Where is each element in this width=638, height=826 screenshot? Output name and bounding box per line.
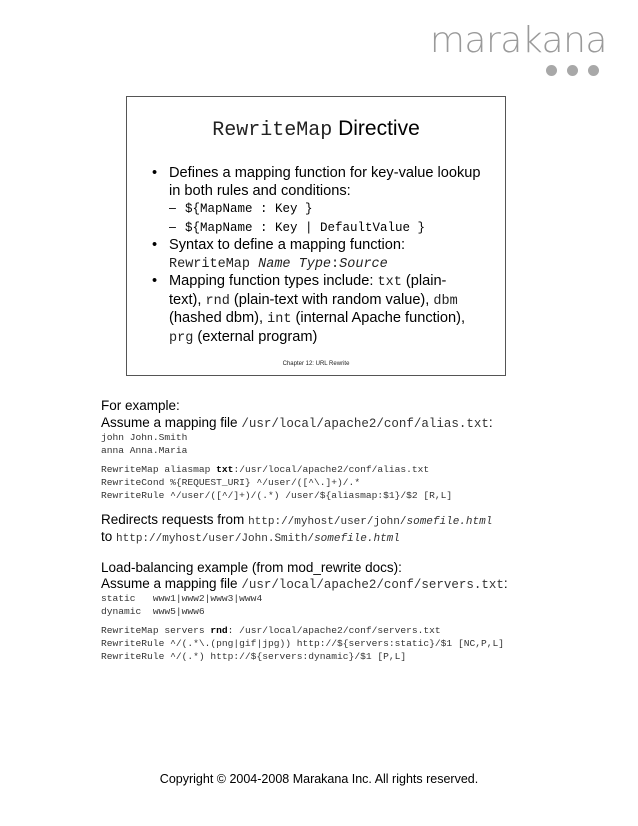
code-line: john John.Smith: [101, 432, 188, 443]
bullet-3-line-1: [169, 273, 499, 292]
for-example-label: For example:: [101, 398, 180, 413]
rewrite-config-2: [101, 624, 504, 663]
code-txt: txt: [377, 275, 402, 290]
text: (external program): [193, 328, 318, 345]
text: :: [488, 415, 493, 430]
code-line: RewriteRule ^/(.*\.(png|gif|jpg)) http://${servers:static}/$1 [NC,P,L]: [101, 638, 505, 649]
bullet-3-line-4: [169, 329, 499, 348]
code-rewritemap: RewriteMap: [169, 256, 259, 272]
sub-bullet-1-code: ${MapName : Key }: [185, 202, 313, 216]
code-line: dynamic www5|www6: [101, 606, 205, 617]
code-text: RewriteMap aliasmap: [101, 464, 217, 475]
code-text: RewriteMap servers: [101, 625, 211, 636]
code-line: [101, 463, 452, 476]
text: Mapping function types include:: [169, 273, 378, 289]
bullet-marker: •: [152, 165, 158, 181]
slide-title-text: Directive: [332, 117, 420, 140]
bullet-3-line-3: [169, 310, 499, 329]
url-italic: somefile.html: [406, 516, 493, 528]
code-line: anna Anna.Maria: [101, 445, 188, 456]
text: (internal Apache function),: [291, 310, 466, 326]
slide-bullet-3: [149, 273, 499, 347]
alias-file-path: /usr/local/apache2/conf/alias.txt: [241, 417, 489, 431]
text: to: [101, 529, 117, 544]
url: http://myhost/user/John.Smith/: [116, 533, 315, 545]
redirect-to-line: [101, 529, 400, 547]
slide-sub-bullet-1: [149, 200, 499, 219]
text: (plain-: [401, 273, 447, 289]
logo-dot: [567, 65, 578, 76]
code-line: RewriteRule ^/(.*) http://${servers:dynamic}/$1 [P,L]: [101, 651, 407, 662]
bullet-2-line-1: Syntax to define a mapping function:: [169, 237, 406, 253]
dash-marker: –: [169, 201, 176, 215]
bullet-3-line-2: [169, 292, 499, 311]
alias-file-contents: [101, 431, 187, 457]
code-rnd: rnd: [205, 293, 230, 309]
code-text: :/usr/local/apache2/conf/alias.txt: [233, 464, 430, 475]
text: text),: [169, 291, 206, 308]
text: Redirects requests from: [101, 512, 249, 527]
code-line: static www1|www2|www3|www4: [101, 593, 263, 604]
copyright-notice: Copyright © 2004-2008 Marakana Inc. All rights reserved.: [159, 772, 479, 786]
text: Assume a mapping file: [101, 576, 242, 591]
bullet-marker: •: [152, 273, 158, 289]
logo-dot: [546, 65, 557, 76]
redirect-line: [101, 512, 492, 530]
code-name-type: Name Type: [258, 256, 332, 272]
logo-wordmark: marakana: [429, 20, 607, 61]
code-line: RewriteRule ^/user/([^/]+)/(.*) /user/${aliasmap:$1}/$2 [R,L]: [101, 490, 453, 501]
slide-bullet-1: [149, 165, 499, 200]
bullet-2-line-2: [169, 255, 499, 274]
slide-title: [127, 117, 505, 142]
slide-sub-bullet-2: [149, 219, 499, 238]
bullet-1-line-1: Defines a mapping function for key-value lookup: [169, 165, 481, 181]
slide-body: [149, 165, 499, 347]
text: (plain-text with random value),: [229, 291, 434, 308]
url-italic: somefile.html: [314, 533, 400, 545]
logo-dot: [588, 65, 599, 76]
assume-mapping-file-1: [101, 415, 493, 432]
servers-file-path: /usr/local/apache2/conf/servers.txt: [241, 578, 504, 592]
slide-bullet-2: [149, 237, 499, 273]
slide-frame: [126, 96, 506, 376]
url: http://myhost/user/john/: [248, 516, 407, 528]
marakana-logo: [429, 20, 607, 80]
bullet-1-line-2: in both rules and conditions:: [169, 182, 351, 199]
dash-marker: –: [169, 219, 176, 234]
logo-dots: [546, 65, 599, 76]
code-line: [101, 624, 504, 637]
text: Assume a mapping file: [101, 415, 242, 430]
sub-bullet-2-code: ${MapName : Key | DefaultValue }: [185, 220, 426, 235]
servers-file-contents: [101, 592, 262, 618]
code-source: Source: [339, 256, 388, 272]
text: :: [503, 576, 508, 591]
code-dbm: dbm: [433, 293, 458, 309]
slide-title-code: RewriteMap: [212, 119, 333, 142]
slide-footer: Chapter 12: URL Rewrite: [282, 361, 350, 367]
code-bold: txt: [216, 464, 234, 475]
code-int: int: [267, 312, 292, 327]
code-prg: prg: [169, 330, 194, 346]
code-line: RewriteCond %{REQUEST_URI} ^/user/([^\.]+)/.*: [101, 477, 361, 488]
bullet-marker: •: [152, 237, 158, 253]
assume-mapping-file-2: [101, 576, 508, 593]
code-bold: rnd: [210, 625, 228, 636]
code-text: : /usr/local/apache2/conf/servers.txt: [227, 625, 441, 636]
code-colon: :: [331, 256, 340, 272]
load-balancing-title: Load-balancing example (from mod_rewrite docs):: [101, 560, 402, 575]
rewrite-config-1: [101, 463, 452, 502]
text: (hashed dbm),: [169, 310, 268, 326]
